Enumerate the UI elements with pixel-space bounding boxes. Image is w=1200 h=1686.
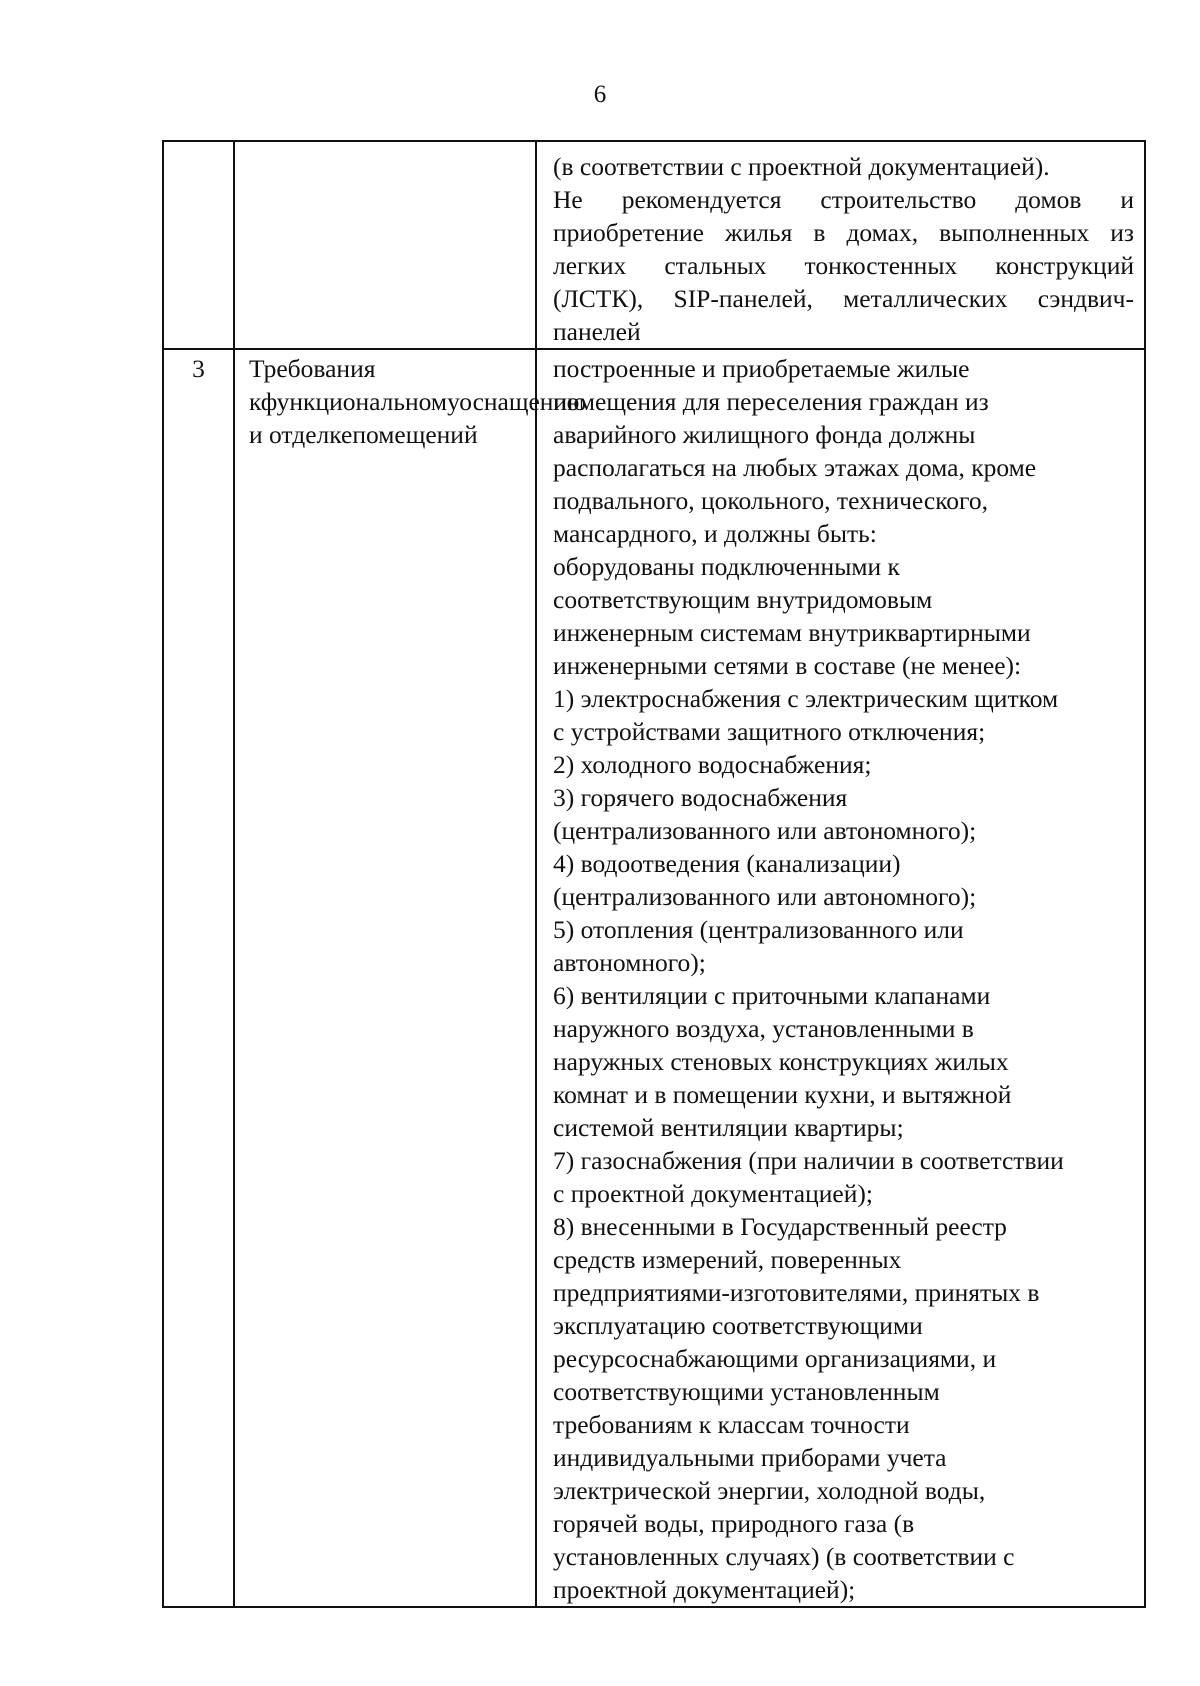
text-line: наружного воздуха, установленными в <box>553 1014 974 1043</box>
row-number-cell: 3 <box>163 349 234 1607</box>
text-line: проектной документацией); <box>553 1575 856 1604</box>
text-line: с проектной документацией); <box>553 1179 873 1208</box>
text-line: средств измерений, поверенных <box>553 1245 902 1274</box>
text-line: горячей воды, природного газа (в <box>553 1509 915 1538</box>
text-line: оснащению и отделке <box>249 387 587 449</box>
table-row <box>163 349 1145 1607</box>
requirement-text <box>537 142 1144 348</box>
text-line: располагаться на любых этажах дома, кроме <box>553 453 1037 482</box>
requirement-text <box>537 350 1144 1606</box>
text-line: электрической энергии, холодной воды, <box>553 1476 986 1505</box>
text-line: (в соответствии с проектной документацией). <box>553 152 1050 181</box>
requirement-text-cell <box>536 141 1145 349</box>
page-number: 6 <box>593 81 607 108</box>
text-line: наружных стеновых конструкциях жилых <box>553 1047 1009 1076</box>
text-line: Не рекомендуется строительство домов и <box>553 185 1134 214</box>
text-line: функциональному <box>260 387 460 416</box>
text-line: аварийного жилищного фонда должны <box>553 420 976 449</box>
text-line: 6) вентиляции с приточными клапанами <box>553 981 991 1010</box>
text-line: индивидуальными приборами учета <box>553 1443 947 1472</box>
text-line: 8) внесенными в Государственный реестр <box>553 1212 1007 1241</box>
text-line: 7) газоснабжения (при наличии в соответствии <box>553 1146 1064 1175</box>
table-row <box>163 141 1145 349</box>
text-line: инженерным системам внутриквартирными <box>553 618 1031 647</box>
requirement-name-cell <box>234 141 536 349</box>
text-line: с устройствами защитного отключения; <box>553 717 986 746</box>
text-line: комнат и в помещении кухни, и вытяжной <box>553 1080 1012 1109</box>
text-line: системой вентиляции квартиры; <box>553 1113 904 1142</box>
text-line: ресурсоснабжающими организациями, и <box>553 1344 997 1373</box>
text-line: мансардного, и должны быть: <box>553 519 877 548</box>
text-line: панелей <box>553 317 641 346</box>
text-line: подвального, цокольного, технического, <box>553 486 988 515</box>
text-line: оборудованы подключенными к <box>553 552 900 581</box>
text-line: предприятиями-изготовителями, принятых в <box>553 1278 1040 1307</box>
text-line: (централизованного или автономного); <box>553 816 977 845</box>
text-line: 4) водоотведения (канализации) <box>553 849 901 878</box>
text-line: (централизованного или автономного); <box>553 882 977 911</box>
row-number-cell <box>163 141 234 349</box>
text-line: эксплуатацию соответствующими <box>553 1311 923 1340</box>
text-line: требованиям к классам точности <box>553 1410 910 1439</box>
text-line: помещений <box>352 420 478 449</box>
text-line: помещения для переселения граждан из <box>553 387 989 416</box>
text-line: соответствующими установленным <box>553 1377 940 1406</box>
requirement-name-cell <box>234 349 587 1607</box>
requirements-table <box>162 140 1146 1608</box>
text-line: приобретение жилья в домах, выполненных из <box>553 218 1134 247</box>
requirement-text-cell <box>536 349 1145 1607</box>
text-line: Требования к <box>249 354 376 416</box>
text-line: (ЛСТК), SIP-панелей, металлических сэндвич- <box>553 284 1134 313</box>
text-line: 1) электроснабжения с электрическим щитком <box>553 684 1059 713</box>
text-line: построенные и приобретаемые жилые <box>553 354 970 383</box>
text-line: 3) горячего водоснабжения <box>553 783 848 812</box>
text-line: соответствующим внутридомовым <box>553 585 933 614</box>
text-line: 2) холодного водоснабжения; <box>553 750 872 779</box>
text-line: инженерными сетями в составе (не менее): <box>553 651 1022 680</box>
text-line: легких стальных тонкостенных конструкций <box>553 251 1134 280</box>
requirement-name <box>249 352 587 451</box>
text-line: автономного); <box>553 948 706 977</box>
text-line: установленных случаях) (в соответствии с <box>553 1542 1015 1571</box>
text-line: 5) отопления (централизованного или <box>553 915 964 944</box>
